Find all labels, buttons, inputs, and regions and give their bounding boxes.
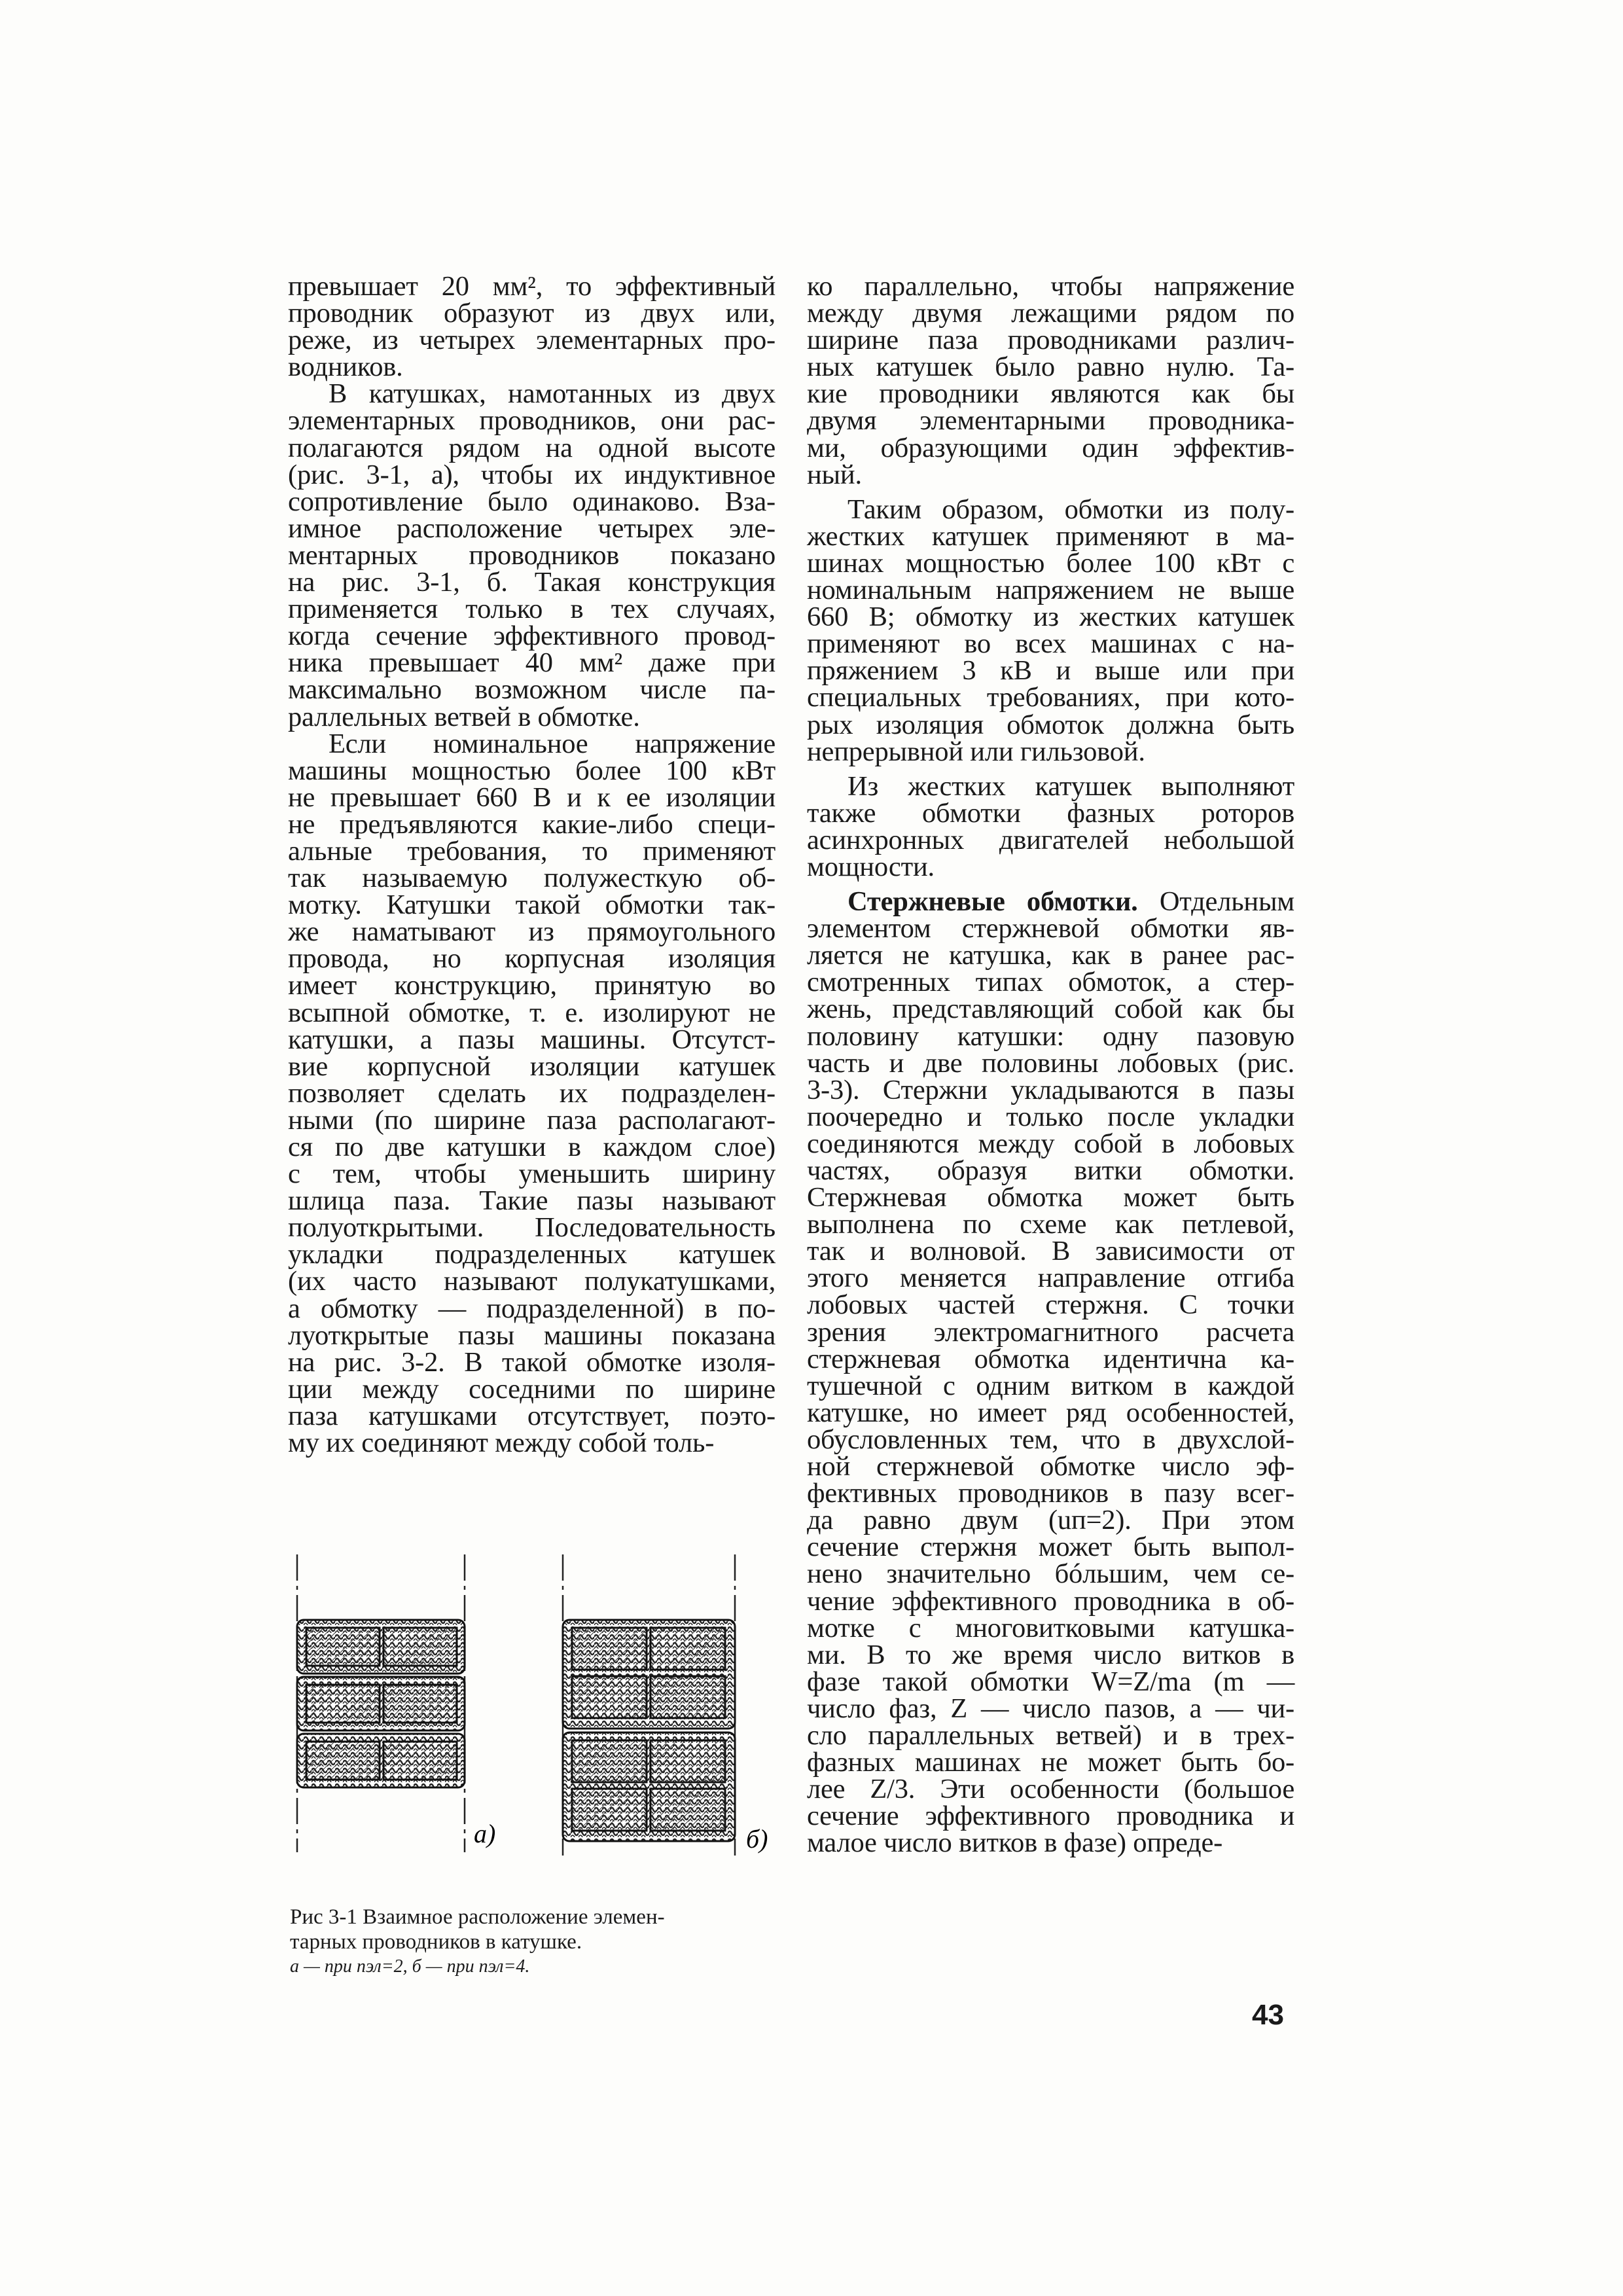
text-line: же наматывают из прямоугольного	[288, 916, 776, 948]
text-line: луоткрытые пазы машины показана	[288, 1319, 776, 1351]
text-line: чение эффективного проводника в об-	[807, 1585, 1294, 1617]
text-line: В катушках, намотанных из двух	[329, 378, 776, 410]
text-line: имное расположение четырех эле-	[288, 512, 776, 544]
text-line: этого меняется направление отгиба	[807, 1263, 1294, 1294]
text-line: непрерывной или гильзовой.	[807, 736, 1145, 767]
text-line: между двумя лежащими рядом по	[807, 298, 1294, 329]
text-line: выполнена по схеме как петлевой,	[807, 1209, 1294, 1240]
text-line: катушки, а пазы машины. Отсутст-	[288, 1024, 776, 1055]
text-line: применяют во всех машинах с на-	[807, 628, 1294, 660]
text-line: паза катушками отсутствует, поэто-	[288, 1400, 776, 1431]
text-line: альные требования, то применяют	[288, 835, 776, 867]
text-line: шинах мощностью более 100 кВт с	[807, 547, 1294, 579]
text-line: раллельных ветвей в обмотке.	[288, 701, 640, 732]
text-line: ными (по ширине паза располагают-	[288, 1104, 776, 1136]
text-line: му их соединяют между собой толь-	[288, 1427, 715, 1459]
text-line: вие корпусной изоляции катушек	[288, 1050, 776, 1082]
text-line: позволяет сделать их подразделен-	[288, 1077, 776, 1109]
text-line: фазе такой обмотки W=Z/ma (m —	[807, 1666, 1294, 1697]
text-line: нено значительно бóльшим, чем се-	[807, 1558, 1294, 1590]
text-line: всыпной обмотке, т. е. изолируют не	[288, 997, 776, 1028]
figure-label-b: б)	[746, 1824, 768, 1854]
text-line: частях, образуя витки обмотки.	[807, 1155, 1294, 1186]
text-line: превышает 20 мм², то эффективный	[288, 271, 776, 302]
text-line: катушке, но имеет ряд особенностей,	[807, 1397, 1294, 1428]
text-line: с тем, чтобы уменьшить ширину	[288, 1158, 776, 1190]
figure-caption-legend: а — при nэл=2, б — при nэл=4.	[290, 1956, 530, 1977]
text-line: ной стержневой обмотке число эф-	[807, 1451, 1294, 1482]
text-line: тушечной с одним витком в каждой	[807, 1370, 1294, 1401]
paragraph	[288, 380, 776, 730]
paragraph	[807, 886, 1294, 1859]
text-line: асинхронных двигателей небольшой	[807, 824, 1294, 855]
text-line: водников.	[288, 351, 403, 383]
text-line: на рис. 3-2. В такой обмотке изоля-	[288, 1346, 776, 1378]
text-line: применяется только в тех случаях,	[288, 594, 776, 625]
text-line: лобовых частей стержня. С точки	[807, 1289, 1294, 1321]
text-line: Из жестких катушек выполняют	[847, 770, 1294, 802]
text-line: рых изоляция обмоток должна быть	[807, 709, 1294, 740]
text-line: проводник образуют из двух или,	[288, 298, 776, 329]
text-line: ко параллельно, чтобы напряжение	[807, 271, 1294, 302]
figure-label-a: а)	[474, 1819, 496, 1848]
coil-block	[563, 1620, 735, 1729]
text-line: фазных машинах не может быть бо-	[807, 1747, 1294, 1778]
text-line: зрения электромагнитного расчета	[807, 1316, 1294, 1348]
text-line: стержневая обмотка идентична ка-	[807, 1343, 1294, 1374]
text-line: элементарных проводников, они рас-	[288, 405, 776, 437]
coil-row	[297, 1620, 465, 1674]
right-column	[807, 271, 1294, 1859]
text-line: жестких катушек применяют в ма-	[807, 520, 1294, 552]
text-line: лее Z/3. Эти особенности (большое	[807, 1774, 1294, 1805]
text-line: сечение стержня может быть выпол-	[807, 1532, 1294, 1563]
text-line: да равно двум (uп=2). При этом	[807, 1505, 1294, 1536]
text-line: сло параллельных ветвей) и в трех-	[807, 1719, 1294, 1751]
text-line: Стержневые обмотки. Отдельным	[847, 886, 1294, 918]
figure-b	[563, 1554, 768, 1856]
text-line: ника превышает 40 мм² даже при	[288, 647, 776, 679]
text-line: Таким образом, обмотки из полу-	[847, 493, 1294, 525]
text-line: когда сечение эффективного провод-	[288, 620, 776, 652]
text-line: поочередно и только после укладки	[807, 1101, 1294, 1132]
text-line: мотке с многовитковыми катушка-	[807, 1612, 1294, 1643]
text-line: имеет конструкцию, принятую во	[288, 970, 776, 1001]
text-line: ся по две катушки в каждом слое)	[288, 1132, 776, 1162]
text-line: Если номинальное напряжение	[329, 728, 776, 759]
text-line: малое число витков в фазе) опреде-	[807, 1827, 1223, 1859]
text-line: (их часто называют полукатушками,	[288, 1266, 776, 1297]
paragraph	[288, 271, 776, 383]
text-line: шлица паза. Такие пазы называют	[288, 1185, 776, 1217]
paragraph	[288, 730, 776, 1457]
paragraph	[807, 493, 1294, 767]
text-line: часть и две половины лобовых (рис.	[807, 1047, 1294, 1079]
text-line: элементом стержневой обмотки яв-	[807, 913, 1294, 944]
text-line: не превышает 660 В и к ее изоляции	[288, 781, 776, 813]
figure-caption: Рис 3-1 Взаимное расположение элемен- тарных проводников в катушке. а — при nэл=2, б — при nэл=4.	[290, 1905, 787, 1979]
coil-row	[297, 1677, 465, 1731]
text-line: двумя элементарными проводника-	[807, 405, 1294, 437]
text-line: соединяются между собой в лобовых	[807, 1128, 1294, 1159]
text-line: максимально возможном числе па-	[288, 674, 776, 706]
text-line: также обмотки фазных роторов	[807, 797, 1294, 829]
text-line: не предъявляются какие-либо специ-	[288, 808, 776, 840]
text-line: ный.	[807, 459, 862, 490]
text-line: половину катушки: одну пазовую	[807, 1020, 1294, 1052]
text-line: число фаз, Z — число пазов, a — чи-	[807, 1693, 1294, 1724]
text-line: (рис. 3-1, а), чтобы их индуктивное	[288, 459, 776, 490]
text-line: мотку. Катушки такой обмотки так-	[288, 889, 776, 921]
text-line: а обмотку — подразделенной) в по-	[288, 1293, 776, 1324]
text-line: обусловленных тем, что в двухслой-	[807, 1424, 1294, 1455]
section-heading: Стержневые обмотки.	[847, 886, 1138, 918]
text-line: полагаются рядом на одной высоте	[288, 432, 776, 463]
text-line: номинальным напряжением не выше	[807, 575, 1294, 606]
text-line: полуоткрытыми. Последовательность	[288, 1212, 776, 1244]
coil-block	[563, 1732, 735, 1841]
paragraph	[807, 273, 1294, 488]
text-line: 660 В; обмотку из жестких катушек	[807, 601, 1294, 633]
paragraph	[807, 770, 1294, 882]
text-line: ции между соседними по ширине	[288, 1373, 776, 1405]
text-line: специальных требованиях, при кото-	[807, 682, 1294, 713]
text-line: так и волновой. В зависимости от	[807, 1236, 1294, 1267]
text-line: жень, представляющий собой как бы	[807, 994, 1294, 1025]
text-line: Стержневая обмотка может быть	[807, 1182, 1294, 1213]
page-number: 43	[1252, 1999, 1284, 2031]
text-line: на рис. 3-1, б. Такая конструкция	[288, 567, 776, 598]
text-line: 3-3). Стержни укладываются в пазы	[807, 1074, 1294, 1105]
text-line: укладки подразделенных катушек	[288, 1239, 776, 1270]
text-line: ми. В то же время число витков в	[807, 1639, 1294, 1670]
text-line: ных катушек было равно нулю. Та-	[807, 351, 1294, 383]
text-line: сечение эффективного проводника и	[807, 1801, 1294, 1832]
text-line: пряжением 3 кВ и выше или при	[807, 655, 1294, 687]
text-line: ментарных проводников показано	[288, 539, 776, 571]
text-line: реже, из четырех элементарных про-	[288, 325, 776, 356]
text-line: мощности.	[807, 851, 935, 882]
text-line: ми, образующими один эффектив-	[807, 432, 1294, 463]
text-line: сопротивление было одинаково. Вза-	[288, 486, 776, 517]
text-line: кие проводники являются как бы	[807, 378, 1294, 410]
coil-row	[297, 1734, 465, 1787]
text-line: так называемую полужесткую об-	[288, 863, 776, 894]
text-line: смотренных типах обмоток, а стер-	[807, 967, 1294, 998]
text-line: ляется не катушка, как в ранее рас-	[807, 940, 1294, 971]
text-line: фективных проводников в пазу всег-	[807, 1478, 1294, 1509]
text-line: провода, но корпусная изоляция	[288, 943, 776, 975]
text-line: машины мощностью более 100 кВт	[288, 755, 776, 786]
conductor-arrangement-figure	[288, 1554, 785, 1901]
figure-a	[297, 1554, 495, 1852]
text-line: ширине паза проводниками различ-	[807, 325, 1294, 356]
left-column	[288, 271, 776, 1459]
